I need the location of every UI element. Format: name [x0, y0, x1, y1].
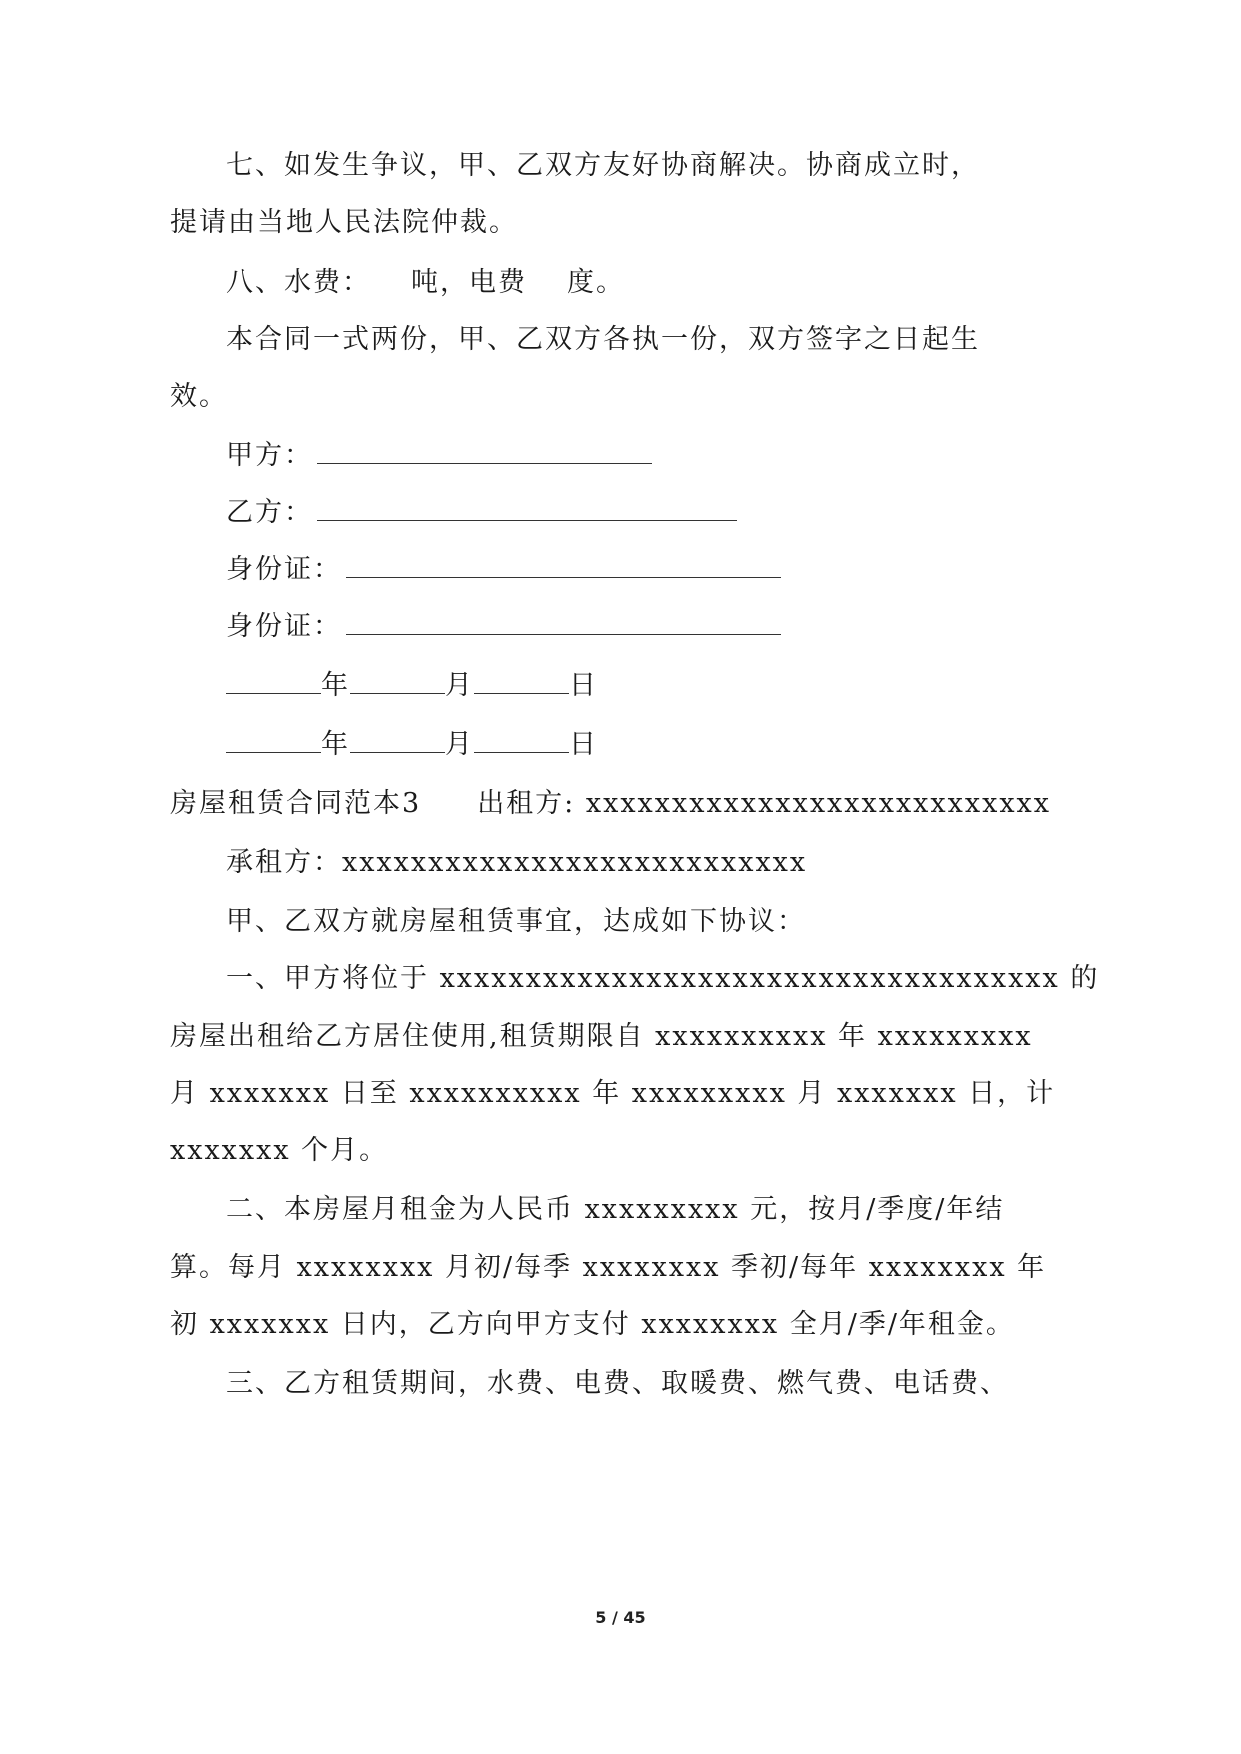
date-line — [226, 669, 598, 703]
contract-heading-line — [170, 787, 1051, 821]
water-fee-label: 八、水费： — [226, 267, 371, 298]
id-card-blank[interactable] — [346, 610, 781, 635]
month-blank[interactable] — [350, 669, 445, 694]
month-label: 月 — [445, 670, 474, 701]
day-blank[interactable] — [474, 669, 569, 694]
page-number: 5 / 45 — [595, 1608, 646, 1627]
paragraph-line: 月 xxxxxxx 日至 xxxxxxxxxx 年 xxxxxxxxx 月 xxxxxxx 日，计 — [170, 1078, 1056, 1109]
year-label: 年 — [321, 729, 350, 760]
id-card-line — [226, 553, 781, 587]
contract-title: 房屋租赁合同范本3 — [170, 788, 422, 819]
paragraph-line: 本合同一式两份，甲、乙双方各执一份，双方签字之日起生 — [226, 324, 980, 355]
paragraph-line: 甲、乙双方就房屋租赁事宜，达成如下协议： — [226, 906, 806, 937]
day-label: 日 — [569, 729, 598, 760]
date-line — [226, 728, 598, 762]
paragraph-line: 初 xxxxxxx 日内，乙方向甲方支付 xxxxxxxx 全月/季/年租金。 — [170, 1309, 1015, 1340]
id-card-label: 身份证： — [226, 611, 342, 642]
year-label: 年 — [321, 670, 350, 701]
id-card-line — [226, 610, 781, 644]
paragraph-line: 效。 — [170, 381, 228, 412]
party-b-label: 乙方： — [226, 497, 313, 528]
day-label: 日 — [569, 670, 598, 701]
id-card-blank[interactable] — [346, 553, 781, 578]
electricity-fee-label: 吨，电费 — [411, 267, 527, 298]
paragraph-line: 二、本房屋月租金为人民币 xxxxxxxxx 元，按月/季度/年结 — [226, 1194, 1005, 1225]
paragraph-line: 算。每月 xxxxxxxx 月初/每季 xxxxxxxx 季初/每年 xxxxxxxx 年 — [170, 1252, 1047, 1283]
year-blank[interactable] — [226, 669, 321, 694]
degree-label: 度。 — [567, 267, 625, 298]
party-a-label: 甲方： — [226, 440, 313, 471]
paragraph-line: 提请由当地人民法院仲裁。 — [170, 207, 518, 238]
fee-line — [226, 266, 625, 300]
paragraph-line: xxxxxxx 个月。 — [170, 1135, 389, 1166]
party-b-line — [226, 496, 737, 530]
month-blank[interactable] — [350, 728, 445, 753]
party-a-line — [226, 439, 652, 473]
lessee-line: 承租方：xxxxxxxxxxxxxxxxxxxxxxxxxxx — [226, 847, 808, 878]
paragraph-line: 房屋出租给乙方居住使用,租赁期限自 xxxxxxxxxx 年 xxxxxxxxx — [170, 1021, 1033, 1052]
month-label: 月 — [445, 729, 474, 760]
party-a-signature-blank[interactable] — [317, 439, 652, 464]
paragraph-line: 七、如发生争议，甲、乙双方友好协商解决。协商成立时， — [226, 150, 980, 181]
paragraph-line: 一、甲方将位于 xxxxxxxxxxxxxxxxxxxxxxxxxxxxxxxxxxxx 的 — [226, 963, 1100, 994]
day-blank[interactable] — [474, 728, 569, 753]
paragraph-line: 三、乙方租赁期间，水费、电费、取暖费、燃气费、电话费、 — [226, 1368, 1009, 1399]
lessor-line: 出租方: xxxxxxxxxxxxxxxxxxxxxxxxxxx — [477, 788, 1051, 819]
year-blank[interactable] — [226, 728, 321, 753]
id-card-label: 身份证： — [226, 554, 342, 585]
party-b-signature-blank[interactable] — [317, 496, 737, 521]
